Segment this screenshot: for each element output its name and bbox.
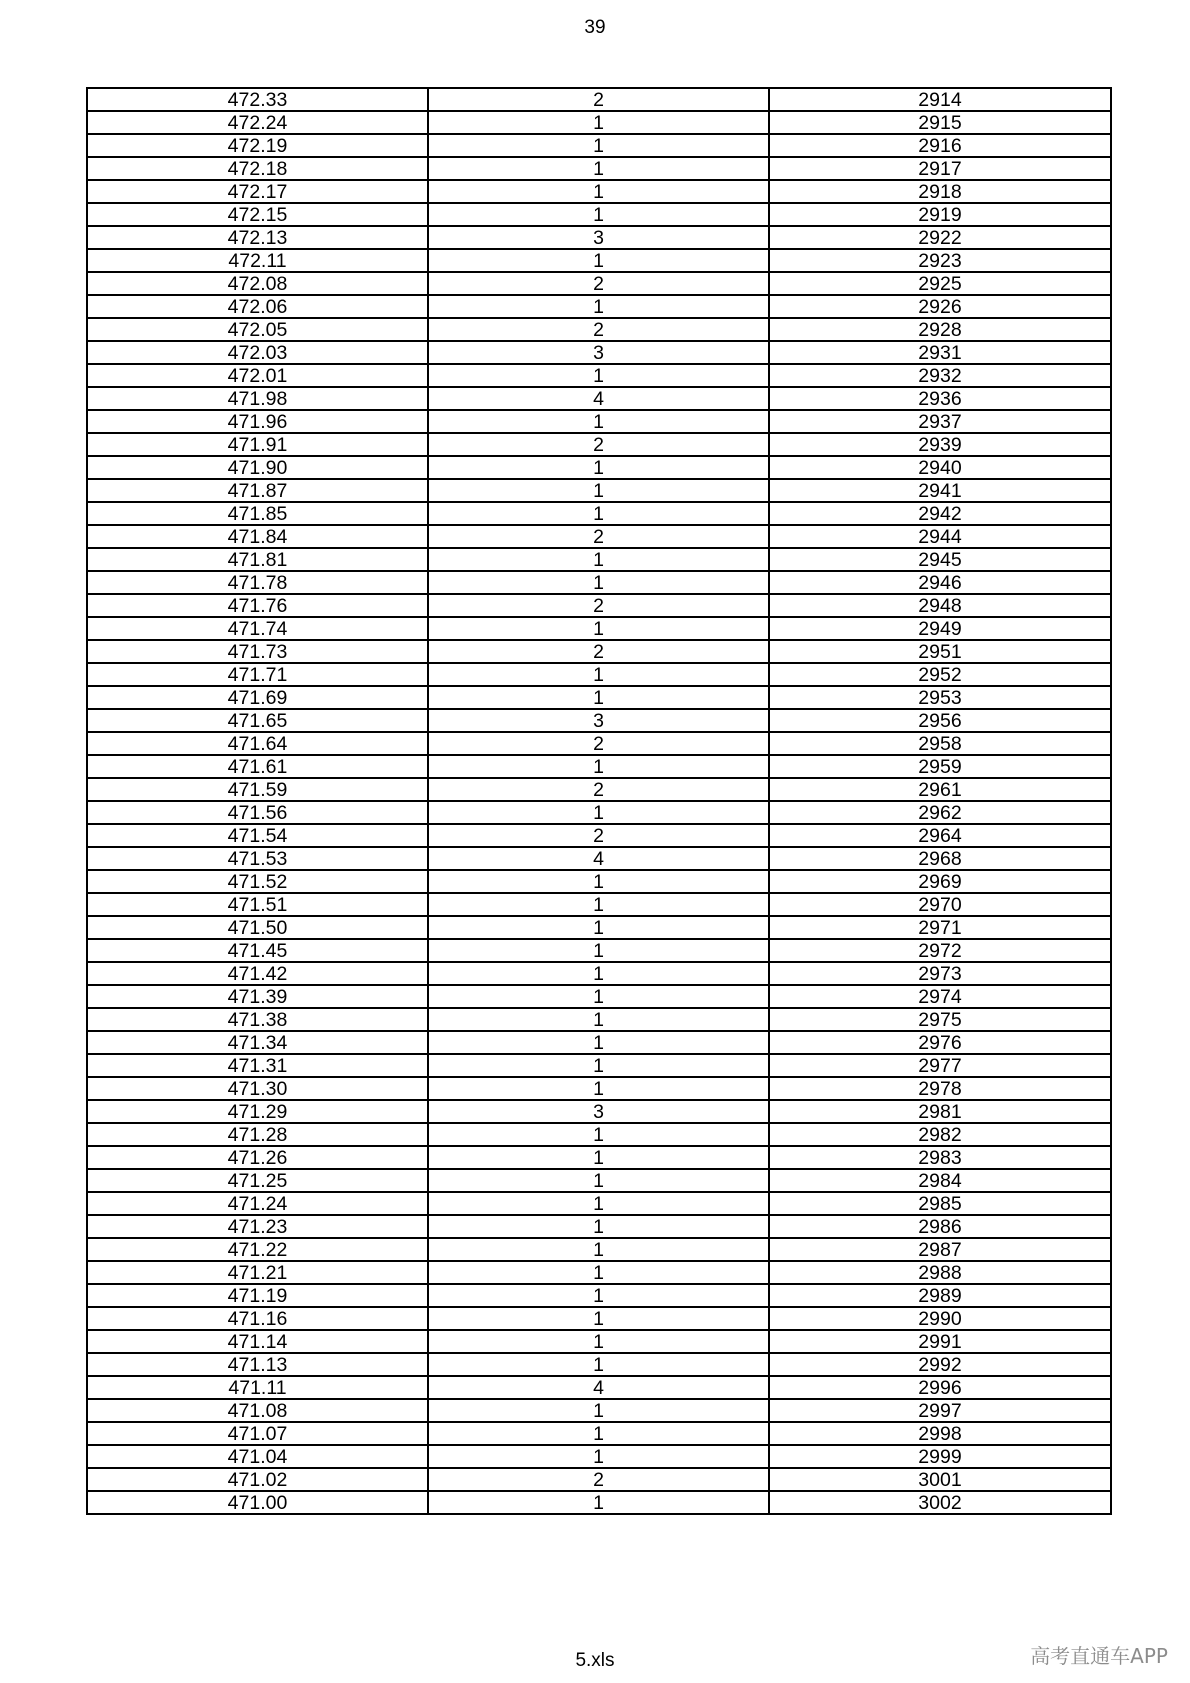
cumulative-cell: 2916 (769, 134, 1111, 157)
score-cell: 471.24 (87, 1192, 428, 1215)
score-cell: 471.71 (87, 663, 428, 686)
table-row (87, 870, 1111, 893)
cumulative-cell: 2991 (769, 1330, 1111, 1353)
count-cell: 1 (428, 755, 769, 778)
score-cell: 471.00 (87, 1491, 428, 1514)
cumulative-cell: 2992 (769, 1353, 1111, 1376)
table-row (87, 364, 1111, 387)
count-cell: 1 (428, 1123, 769, 1146)
count-cell: 1 (428, 456, 769, 479)
table-row (87, 272, 1111, 295)
cumulative-cell: 2970 (769, 893, 1111, 916)
cumulative-cell: 2940 (769, 456, 1111, 479)
count-cell: 1 (428, 1146, 769, 1169)
count-cell: 2 (428, 272, 769, 295)
cumulative-cell: 2945 (769, 548, 1111, 571)
cumulative-cell: 2949 (769, 617, 1111, 640)
score-cell: 472.24 (87, 111, 428, 134)
score-cell: 471.16 (87, 1307, 428, 1330)
count-cell: 3 (428, 709, 769, 732)
count-cell: 1 (428, 410, 769, 433)
table-row (87, 341, 1111, 364)
cumulative-cell: 2999 (769, 1445, 1111, 1468)
count-cell: 1 (428, 1215, 769, 1238)
cumulative-cell: 2981 (769, 1100, 1111, 1123)
score-table (86, 87, 1112, 1515)
count-cell: 1 (428, 939, 769, 962)
score-cell: 471.14 (87, 1330, 428, 1353)
count-cell: 1 (428, 111, 769, 134)
cumulative-cell: 2964 (769, 824, 1111, 847)
score-cell: 471.39 (87, 985, 428, 1008)
count-cell: 1 (428, 1353, 769, 1376)
cumulative-cell: 2971 (769, 916, 1111, 939)
count-cell: 1 (428, 1307, 769, 1330)
score-cell: 471.08 (87, 1399, 428, 1422)
score-cell: 471.87 (87, 479, 428, 502)
table-row (87, 939, 1111, 962)
count-cell: 2 (428, 594, 769, 617)
count-cell: 4 (428, 1376, 769, 1399)
cumulative-cell: 2997 (769, 1399, 1111, 1422)
cumulative-cell: 2989 (769, 1284, 1111, 1307)
table-row (87, 640, 1111, 663)
table-row (87, 1261, 1111, 1284)
cumulative-cell: 2990 (769, 1307, 1111, 1330)
table-row (87, 1330, 1111, 1353)
score-cell: 471.23 (87, 1215, 428, 1238)
score-cell: 471.04 (87, 1445, 428, 1468)
score-cell: 471.91 (87, 433, 428, 456)
count-cell: 1 (428, 157, 769, 180)
score-cell: 471.84 (87, 525, 428, 548)
score-cell: 471.50 (87, 916, 428, 939)
table-row (87, 732, 1111, 755)
score-cell: 471.64 (87, 732, 428, 755)
score-cell: 471.76 (87, 594, 428, 617)
table-row (87, 1491, 1111, 1514)
cumulative-cell: 2928 (769, 318, 1111, 341)
count-cell: 1 (428, 502, 769, 525)
score-cell: 471.90 (87, 456, 428, 479)
count-cell: 1 (428, 1031, 769, 1054)
score-cell: 471.31 (87, 1054, 428, 1077)
footer-file-name: 5.xls (575, 1650, 615, 1671)
cumulative-cell: 2962 (769, 801, 1111, 824)
count-cell: 1 (428, 663, 769, 686)
table-row (87, 1054, 1111, 1077)
page-number: 39 (584, 17, 606, 38)
cumulative-cell: 2922 (769, 226, 1111, 249)
cumulative-cell: 2986 (769, 1215, 1111, 1238)
table-row (87, 916, 1111, 939)
score-cell: 471.38 (87, 1008, 428, 1031)
cumulative-cell: 3001 (769, 1468, 1111, 1491)
table-row (87, 1399, 1111, 1422)
score-cell: 471.73 (87, 640, 428, 663)
count-cell: 1 (428, 364, 769, 387)
count-cell: 2 (428, 640, 769, 663)
score-cell: 471.59 (87, 778, 428, 801)
table-row (87, 525, 1111, 548)
cumulative-cell: 2914 (769, 88, 1111, 111)
cumulative-cell: 2931 (769, 341, 1111, 364)
count-cell: 2 (428, 88, 769, 111)
cumulative-cell: 2987 (769, 1238, 1111, 1261)
table-row (87, 847, 1111, 870)
cumulative-cell: 2944 (769, 525, 1111, 548)
cumulative-cell: 2932 (769, 364, 1111, 387)
cumulative-cell: 2918 (769, 180, 1111, 203)
count-cell: 1 (428, 180, 769, 203)
table-row (87, 686, 1111, 709)
cumulative-cell: 2926 (769, 295, 1111, 318)
score-cell: 472.05 (87, 318, 428, 341)
count-cell: 1 (428, 962, 769, 985)
count-cell: 2 (428, 525, 769, 548)
table-row (87, 479, 1111, 502)
count-cell: 1 (428, 916, 769, 939)
score-cell: 471.78 (87, 571, 428, 594)
score-cell: 471.30 (87, 1077, 428, 1100)
score-cell: 472.18 (87, 157, 428, 180)
count-cell: 4 (428, 847, 769, 870)
table-row (87, 180, 1111, 203)
table-row (87, 318, 1111, 341)
cumulative-cell: 2937 (769, 410, 1111, 433)
score-cell: 471.02 (87, 1468, 428, 1491)
table-row (87, 801, 1111, 824)
score-cell: 471.61 (87, 755, 428, 778)
score-cell: 471.11 (87, 1376, 428, 1399)
table-row (87, 1376, 1111, 1399)
score-cell: 471.96 (87, 410, 428, 433)
score-cell: 471.54 (87, 824, 428, 847)
score-cell: 472.15 (87, 203, 428, 226)
cumulative-cell: 2968 (769, 847, 1111, 870)
score-cell: 471.52 (87, 870, 428, 893)
table-row (87, 663, 1111, 686)
count-cell: 1 (428, 295, 769, 318)
cumulative-cell: 2972 (769, 939, 1111, 962)
count-cell: 1 (428, 686, 769, 709)
count-cell: 1 (428, 1445, 769, 1468)
score-cell: 471.69 (87, 686, 428, 709)
table-row (87, 134, 1111, 157)
cumulative-cell: 2958 (769, 732, 1111, 755)
table-row (87, 203, 1111, 226)
score-cell: 471.51 (87, 893, 428, 916)
cumulative-cell: 2988 (769, 1261, 1111, 1284)
count-cell: 3 (428, 226, 769, 249)
cumulative-cell: 2982 (769, 1123, 1111, 1146)
count-cell: 1 (428, 1054, 769, 1077)
score-cell: 471.26 (87, 1146, 428, 1169)
score-cell: 471.28 (87, 1123, 428, 1146)
table-row (87, 617, 1111, 640)
cumulative-cell: 2974 (769, 985, 1111, 1008)
cumulative-cell: 2969 (769, 870, 1111, 893)
cumulative-cell: 2917 (769, 157, 1111, 180)
table-row (87, 111, 1111, 134)
count-cell: 1 (428, 571, 769, 594)
table-row (87, 410, 1111, 433)
score-cell: 471.07 (87, 1422, 428, 1445)
score-cell: 472.03 (87, 341, 428, 364)
table-row (87, 594, 1111, 617)
cumulative-cell: 2996 (769, 1376, 1111, 1399)
cumulative-cell: 2984 (769, 1169, 1111, 1192)
count-cell: 1 (428, 801, 769, 824)
score-cell: 471.29 (87, 1100, 428, 1123)
cumulative-cell: 2939 (769, 433, 1111, 456)
count-cell: 1 (428, 617, 769, 640)
count-cell: 1 (428, 1077, 769, 1100)
table-row (87, 157, 1111, 180)
cumulative-cell: 2998 (769, 1422, 1111, 1445)
cumulative-cell: 2959 (769, 755, 1111, 778)
count-cell: 1 (428, 203, 769, 226)
watermark-text: 高考直通车APP (1030, 1644, 1168, 1668)
cumulative-cell: 2983 (769, 1146, 1111, 1169)
cumulative-cell: 2953 (769, 686, 1111, 709)
score-cell: 471.74 (87, 617, 428, 640)
score-cell: 472.11 (87, 249, 428, 272)
count-cell: 1 (428, 1399, 769, 1422)
cumulative-cell: 2923 (769, 249, 1111, 272)
cumulative-cell: 2961 (769, 778, 1111, 801)
table-row (87, 502, 1111, 525)
score-cell: 471.56 (87, 801, 428, 824)
count-cell: 1 (428, 1284, 769, 1307)
score-cell: 471.65 (87, 709, 428, 732)
count-cell: 2 (428, 433, 769, 456)
score-cell: 471.45 (87, 939, 428, 962)
table-row (87, 962, 1111, 985)
score-cell: 471.34 (87, 1031, 428, 1054)
cumulative-cell: 2942 (769, 502, 1111, 525)
count-cell: 1 (428, 1422, 769, 1445)
table-row (87, 985, 1111, 1008)
table-row (87, 1192, 1111, 1215)
table-row (87, 1468, 1111, 1491)
count-cell: 1 (428, 1330, 769, 1353)
table-row (87, 88, 1111, 111)
score-cell: 471.98 (87, 387, 428, 410)
count-cell: 1 (428, 870, 769, 893)
table-row (87, 893, 1111, 916)
table-row (87, 1031, 1111, 1054)
count-cell: 1 (428, 1261, 769, 1284)
table-row (87, 709, 1111, 732)
score-cell: 471.81 (87, 548, 428, 571)
score-cell: 472.17 (87, 180, 428, 203)
cumulative-cell: 2978 (769, 1077, 1111, 1100)
count-cell: 2 (428, 824, 769, 847)
table-row (87, 249, 1111, 272)
table-row (87, 295, 1111, 318)
table-row (87, 1445, 1111, 1468)
table-row (87, 1146, 1111, 1169)
table-row (87, 1215, 1111, 1238)
count-cell: 1 (428, 985, 769, 1008)
cumulative-cell: 2919 (769, 203, 1111, 226)
score-cell: 471.22 (87, 1238, 428, 1261)
score-cell: 471.53 (87, 847, 428, 870)
count-cell: 1 (428, 1192, 769, 1215)
cumulative-cell: 2976 (769, 1031, 1111, 1054)
table-row (87, 755, 1111, 778)
table-row (87, 1008, 1111, 1031)
score-cell: 471.19 (87, 1284, 428, 1307)
score-cell: 472.06 (87, 295, 428, 318)
count-cell: 2 (428, 778, 769, 801)
table-row (87, 1169, 1111, 1192)
count-cell: 1 (428, 249, 769, 272)
score-cell: 472.13 (87, 226, 428, 249)
count-cell: 2 (428, 1468, 769, 1491)
table-row (87, 1353, 1111, 1376)
table-row (87, 1077, 1111, 1100)
cumulative-cell: 2951 (769, 640, 1111, 663)
table-row (87, 571, 1111, 594)
table-body (87, 88, 1111, 1514)
table-row (87, 548, 1111, 571)
table-row (87, 778, 1111, 801)
score-table-container (86, 87, 1110, 1515)
score-cell: 471.21 (87, 1261, 428, 1284)
count-cell: 2 (428, 732, 769, 755)
score-cell: 472.08 (87, 272, 428, 295)
score-cell: 472.19 (87, 134, 428, 157)
count-cell: 1 (428, 893, 769, 916)
cumulative-cell: 2956 (769, 709, 1111, 732)
table-row (87, 1100, 1111, 1123)
cumulative-cell: 2941 (769, 479, 1111, 502)
table-row (87, 1307, 1111, 1330)
count-cell: 1 (428, 134, 769, 157)
table-row (87, 824, 1111, 847)
table-row (87, 1238, 1111, 1261)
count-cell: 1 (428, 1008, 769, 1031)
score-cell: 471.85 (87, 502, 428, 525)
count-cell: 1 (428, 479, 769, 502)
cumulative-cell: 2975 (769, 1008, 1111, 1031)
score-cell: 472.01 (87, 364, 428, 387)
cumulative-cell: 2952 (769, 663, 1111, 686)
cumulative-cell: 2977 (769, 1054, 1111, 1077)
count-cell: 2 (428, 318, 769, 341)
count-cell: 1 (428, 1169, 769, 1192)
count-cell: 3 (428, 341, 769, 364)
score-cell: 472.33 (87, 88, 428, 111)
count-cell: 1 (428, 548, 769, 571)
table-row (87, 433, 1111, 456)
cumulative-cell: 3002 (769, 1491, 1111, 1514)
table-row (87, 456, 1111, 479)
cumulative-cell: 2925 (769, 272, 1111, 295)
table-row (87, 1284, 1111, 1307)
table-row (87, 387, 1111, 410)
cumulative-cell: 2936 (769, 387, 1111, 410)
cumulative-cell: 2985 (769, 1192, 1111, 1215)
score-cell: 471.42 (87, 962, 428, 985)
cumulative-cell: 2946 (769, 571, 1111, 594)
table-row (87, 1123, 1111, 1146)
count-cell: 1 (428, 1238, 769, 1261)
cumulative-cell: 2948 (769, 594, 1111, 617)
score-cell: 471.13 (87, 1353, 428, 1376)
count-cell: 4 (428, 387, 769, 410)
score-cell: 471.25 (87, 1169, 428, 1192)
count-cell: 1 (428, 1491, 769, 1514)
count-cell: 3 (428, 1100, 769, 1123)
cumulative-cell: 2973 (769, 962, 1111, 985)
table-row (87, 226, 1111, 249)
table-row (87, 1422, 1111, 1445)
cumulative-cell: 2915 (769, 111, 1111, 134)
